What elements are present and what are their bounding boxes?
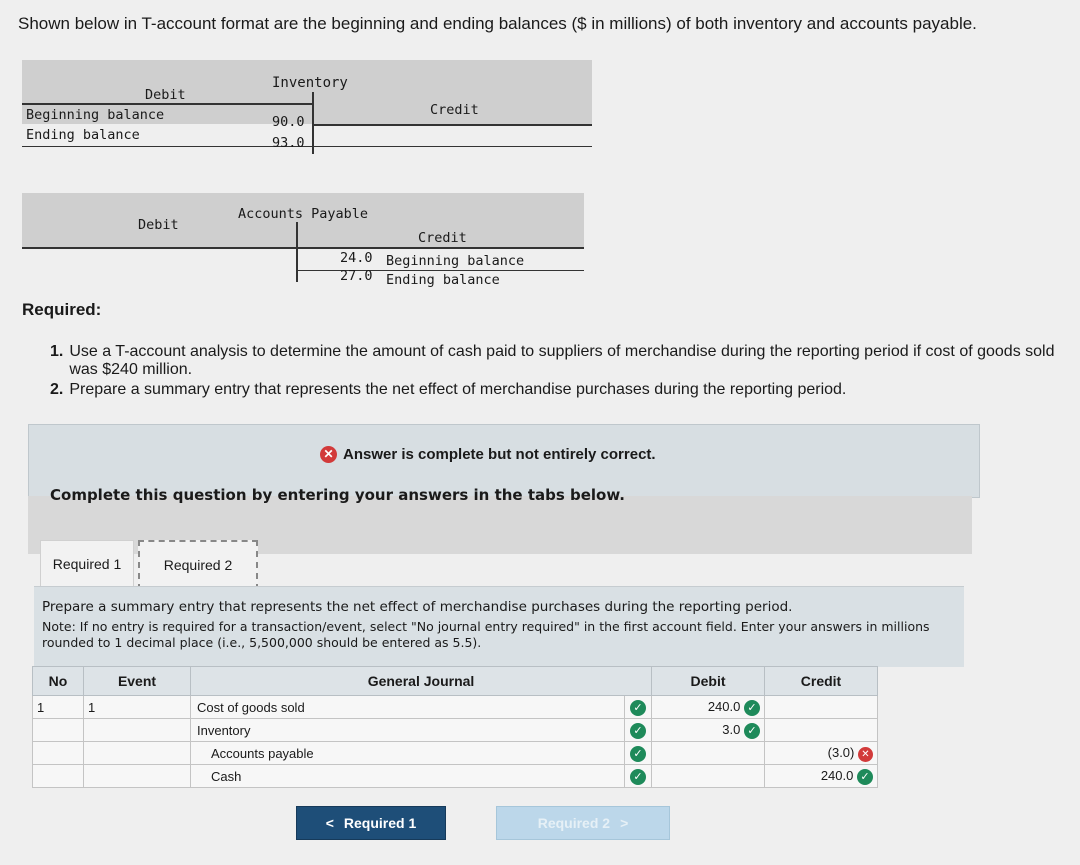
instruction-line-1: Prepare a summary entry that represents the net effect of merchandise purchases during the reporting period.	[42, 599, 793, 615]
inventory-row-amount: 93.0	[272, 135, 305, 151]
debit-field[interactable]	[652, 719, 765, 742]
tab-required-2[interactable]: Required 2	[138, 540, 258, 590]
next-button[interactable]	[496, 806, 670, 840]
inventory-credit-rule	[312, 124, 592, 126]
table-row	[33, 765, 878, 788]
correct-check-icon: ✓	[857, 769, 873, 785]
journal-instructions	[34, 586, 964, 667]
col-no: No	[33, 667, 84, 696]
payable-row-amount: 24.0	[340, 250, 373, 266]
intro-text: Shown below in T-account format are the beginning and ending balances ($ in millions) of both inventory and accounts payable.	[18, 14, 977, 33]
inventory-row-label: Ending balance	[26, 127, 140, 143]
prev-button[interactable]	[296, 806, 446, 840]
col-credit: Credit	[765, 667, 878, 696]
inventory-debit-rule	[22, 103, 312, 105]
row-no: 1	[33, 696, 84, 719]
account-field[interactable]: Inventory	[191, 719, 625, 742]
inventory-row-amount: 90.0	[272, 114, 305, 130]
row-no	[33, 765, 84, 788]
inventory-debit-label: Debit	[145, 87, 186, 103]
credit-value: (3.0)	[827, 744, 855, 760]
payable-row-label: Beginning balance	[386, 253, 525, 269]
correct-check-icon: ✓	[630, 700, 646, 716]
correct-check-icon: ✓	[630, 723, 646, 739]
debit-field[interactable]	[652, 742, 765, 765]
journal-header-row	[33, 667, 878, 696]
table-row	[33, 719, 878, 742]
row-no	[33, 719, 84, 742]
account-check-cell	[625, 742, 652, 765]
debit-value: 240.0	[707, 698, 741, 714]
status-text: Answer is complete but not entirely correct.	[343, 446, 656, 463]
correct-check-icon: ✓	[630, 769, 646, 785]
debit-value: 3.0	[722, 721, 741, 737]
prev-button-label: Required 1	[343, 815, 417, 831]
required-list	[50, 343, 1080, 399]
credit-field[interactable]	[765, 765, 878, 788]
row-event: 1	[84, 696, 191, 719]
payable-row-label: Ending balance	[386, 272, 500, 288]
payable-t-divider	[296, 222, 298, 282]
inventory-title: Inventory	[272, 75, 348, 91]
account-field[interactable]: Cost of goods sold	[191, 696, 625, 719]
correct-check-icon: ✓	[744, 700, 760, 716]
next-button-label: Required 2	[537, 815, 611, 831]
required-item-number: 2.	[50, 381, 64, 398]
payable-title: Accounts Payable	[238, 206, 369, 222]
account-field[interactable]: Accounts payable	[191, 742, 625, 765]
complete-instruction: Complete this question by entering your answers in the tabs below.	[50, 486, 625, 504]
required-heading: Required:	[22, 300, 102, 319]
required-item-1	[50, 343, 1080, 379]
credit-field[interactable]	[765, 696, 878, 719]
chevron-left-icon: <	[325, 815, 334, 831]
required-item-number: 1.	[50, 343, 64, 360]
row-event	[84, 719, 191, 742]
col-debit: Debit	[652, 667, 765, 696]
payable-rule	[22, 247, 584, 249]
row-event	[84, 765, 191, 788]
required-item-text: Use a T-account analysis to determine the amount of cash paid to suppliers of merchandise during the reporting period if cost of goods sold was $240 million.	[69, 343, 1055, 378]
credit-field[interactable]	[765, 742, 878, 765]
inventory-bottom-rule	[22, 146, 592, 147]
account-check-cell	[625, 719, 652, 742]
payable-credit-label: Credit	[418, 230, 467, 246]
required-item-text: Prepare a summary entry that represents the net effect of merchandise purchases during the reporting period.	[69, 381, 847, 398]
status-message	[320, 446, 656, 463]
correct-check-icon: ✓	[630, 746, 646, 762]
inventory-t-divider	[312, 92, 314, 154]
credit-field[interactable]	[765, 719, 878, 742]
row-no	[33, 742, 84, 765]
tab-required-1[interactable]: Required 1	[40, 540, 134, 588]
col-general-journal: General Journal	[191, 667, 652, 696]
credit-value: 240.0	[820, 767, 854, 783]
account-check-cell	[625, 765, 652, 788]
account-check-cell	[625, 696, 652, 719]
table-row	[33, 742, 878, 765]
general-journal-table	[32, 666, 878, 788]
chevron-right-icon: >	[620, 815, 629, 831]
instruction-note: Note: If no entry is required for a transaction/event, select "No journal entry required" in the first account field. Enter your answers in millions rounded to 1 decimal place (i.e., 5,500,000 should be entered as 5.5).	[42, 619, 930, 650]
account-field[interactable]: Cash	[191, 765, 625, 788]
payable-debit-label: Debit	[138, 217, 179, 233]
debit-field[interactable]	[652, 696, 765, 719]
correct-check-icon: ✓	[744, 723, 760, 739]
col-event: Event	[84, 667, 191, 696]
inventory-credit-label: Credit	[430, 102, 479, 118]
payable-row-amount: 27.0	[340, 268, 373, 284]
required-item-2	[50, 381, 1080, 399]
row-event	[84, 742, 191, 765]
incorrect-x-icon: ✕	[320, 446, 337, 463]
inventory-row-label: Beginning balance	[26, 107, 165, 123]
incorrect-x-icon: ✕	[858, 747, 873, 762]
debit-field[interactable]	[652, 765, 765, 788]
table-row	[33, 696, 878, 719]
